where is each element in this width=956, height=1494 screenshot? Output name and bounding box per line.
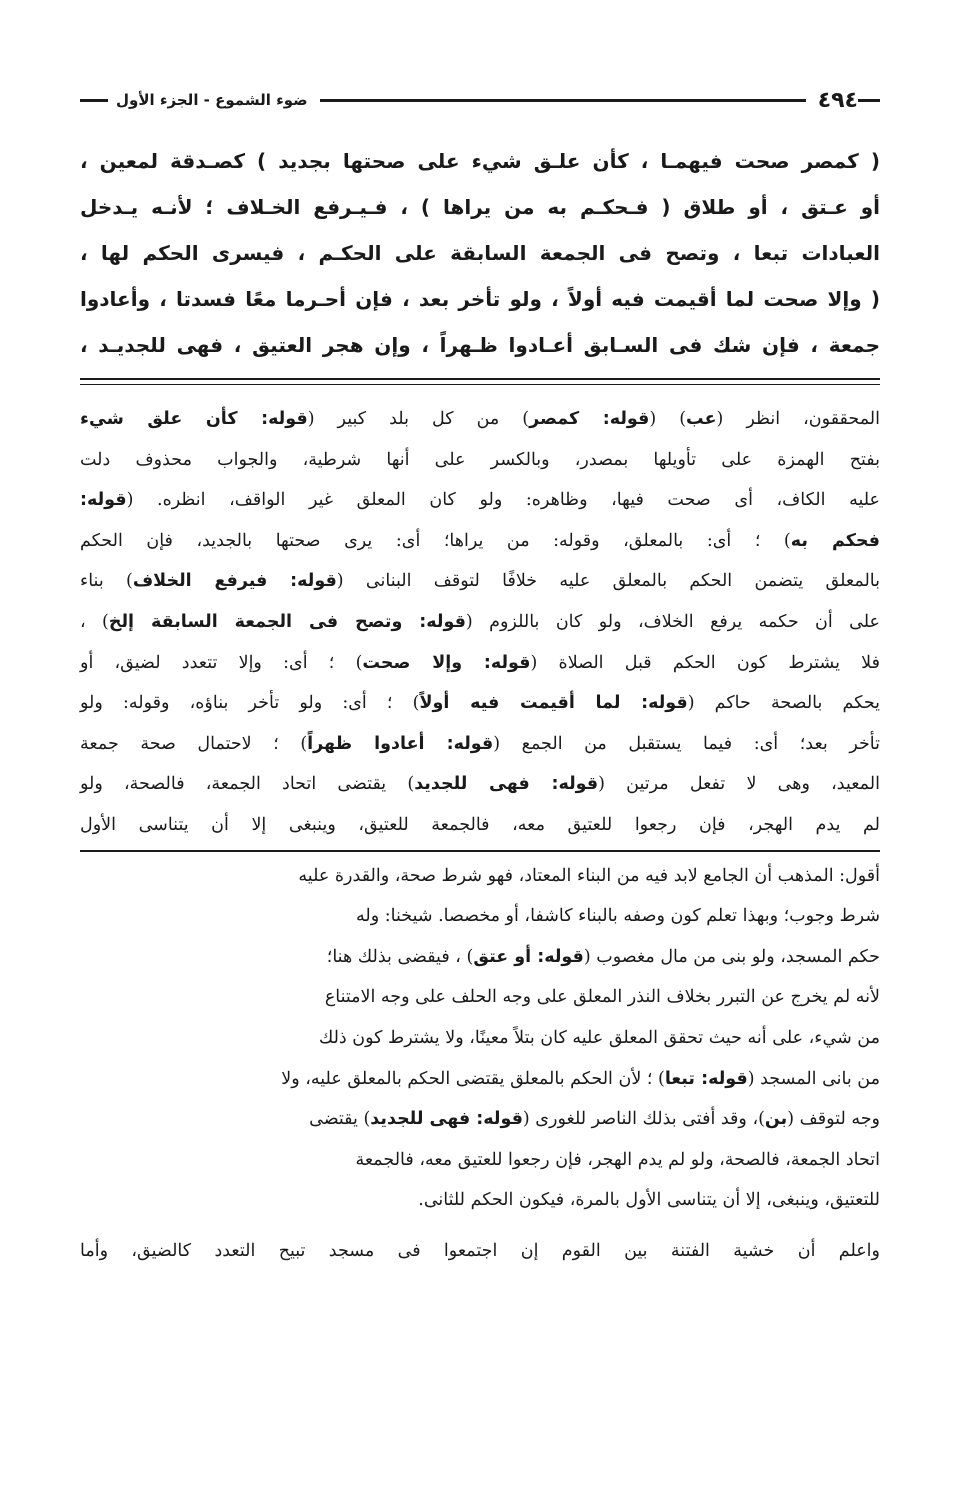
line-text: ) ، <box>80 611 109 632</box>
gloss-line <box>80 896 880 937</box>
commentary-line <box>80 764 880 805</box>
line-text: فلا يشترط كون الحكم قبل الصلاة ( <box>530 652 880 673</box>
quoted-lemma: بن <box>764 1109 788 1130</box>
line-text: لم يدم الهجر، فإن رجعوا للعتيق معه، فالجمعة للعتيق، وينبغى إلا أن يتناسى الأول <box>80 814 880 835</box>
quoted-lemma: عب <box>686 409 717 429</box>
line-text: على أن حكمه يرفع الخلاف، ولو كان باللزوم ( <box>465 611 880 632</box>
page-header <box>80 80 880 120</box>
commentary-block <box>80 399 880 846</box>
commentary-line <box>80 602 880 643</box>
single-separator <box>80 850 880 852</box>
line-text: ) ؛ لاحتمال صحة جمعة <box>80 733 308 754</box>
line-text: من بانى المسجد ( <box>747 1068 880 1089</box>
line-text: ) يقتضى اتحاد الجمعة، فالصحة، ولو <box>80 774 415 795</box>
line-text: شرط وجوب؛ وبهذا تعلم كون وصفه بالبناء كاشفا، أو مخصصا. شيخنا: وله <box>356 906 880 927</box>
quoted-lemma: قوله: أعادوا ظهراً <box>307 733 494 754</box>
main-text-line: ( وإلا صحت لما أقيمت فيه أولاً ، ولو تأخر بعد ، فإن أحـرما معًا فسدتا ، وأعادوا <box>80 287 880 311</box>
line-text: للتعتيق، وينبغى، إلا أن يتناسى الأول بالمرة، فيكون الحكم للثانى. <box>418 1190 880 1211</box>
main-text-line: ( كمصر صحت فيهمـا ، كأن علـق شيء على صحتها بجديد ) كصـدقة لمعين ، <box>80 149 880 173</box>
quoted-lemma: قوله: كأن علق شيء <box>80 409 308 429</box>
main-text-line: أو عـتق ، أو طلاق ( فـحكـم به من يراها ) ، فـيـرفع الخـلاف ؛ لأنـه يـدخل <box>80 195 880 219</box>
header-rule <box>320 99 806 102</box>
quoted-lemma: فحكم به <box>790 530 880 551</box>
line-text: اتحاد الجمعة، فالصحة، ولو لم يدم الهجر، فإن رجعوا للعتيق معه، فالجمعة <box>355 1149 880 1170</box>
commentary-line <box>80 805 880 846</box>
commentary-line <box>80 643 880 684</box>
line-text: ) بناء <box>80 571 133 592</box>
final-line: واعلم أن خشية الفتنة بين القوم إن اجتمعوا فى مسجد تبيح التعدد كالضيق، وأما <box>80 1240 880 1261</box>
quoted-lemma: قوله: <box>80 490 127 511</box>
gloss-line <box>80 1140 880 1181</box>
line-text: يحكم بالصحة حاكم ( <box>687 693 880 714</box>
commentary-line <box>80 440 880 481</box>
gloss-line <box>80 1059 880 1100</box>
line-text: ) يقتضى <box>309 1109 371 1130</box>
quoted-lemma: قوله: فهى للجديد <box>370 1109 523 1130</box>
line-text: ) ؛ أى: بالمعلق، وقوله: من يراها؛ أى: يرى صحتها بالجديد، فإن الحكم <box>80 530 791 551</box>
book-page <box>80 80 880 1420</box>
quoted-lemma: قوله: فهى للجديد <box>414 774 599 795</box>
line-text: المحققون، انظر ( <box>716 409 881 429</box>
header-dash-left <box>80 99 108 102</box>
quoted-lemma: قوله: وإلا صحت <box>362 652 531 673</box>
gloss-block <box>80 856 880 1221</box>
line-text: ) ؛ أى: وإلا تتعدد لضيق، أو <box>80 652 363 673</box>
line-text: المعيد، وهى لا تفعل مرتين ( <box>598 774 880 795</box>
line-text: بفتح الهمزة على تأويلها بمصدر، وبالكسر على أنها شرطية، والجواب محذوف دلت <box>80 449 880 470</box>
quoted-lemma: قوله: وتصح فى الجمعة السابقة إلخ <box>108 611 466 632</box>
line-text: عليه الكاف، أى صحت فيها، وظاهره: ولو كان المعلق غير الواقف، انظره. ( <box>126 490 880 511</box>
gloss-line <box>80 937 880 978</box>
main-text <box>80 138 880 368</box>
line-text: أقول: المذهب أن الجامع لابد فيه من البناء المعتاد، فهو شرط صحة، والقدرة عليه <box>298 865 880 886</box>
quoted-lemma: قوله: لما أقيمت فيه أولاً <box>419 693 688 714</box>
quoted-lemma: قوله: تبعا <box>664 1068 748 1089</box>
main-text-line: العبادات تبعا ، وتصح فى الجمعة السابقة على الحكـم ، فيسرى الحكم لها ، <box>80 241 880 265</box>
line-text: من شيء، على أنه حيث تحقق المعلق عليه كان بتلاً معينًا، ولا يشترط كون ذلك <box>318 1027 880 1048</box>
line-text: بالمعلق يتضمن الحكم بالمعلق عليه خلافًا لتوقف البنانى ( <box>336 571 880 592</box>
header-dash-right <box>858 99 880 102</box>
quoted-lemma: قوله: كمصر <box>529 409 650 429</box>
line-text: تأخر بعد؛ أى: فيما يستقبل من الجمع ( <box>493 733 881 754</box>
commentary-line <box>80 561 880 602</box>
double-separator <box>80 378 880 385</box>
quoted-lemma: قوله: أو عتق <box>473 946 584 967</box>
gloss-line <box>80 1018 880 1059</box>
line-text: ) ، فيقضى بذلك هنا؛ <box>326 946 474 967</box>
commentary-line <box>80 480 880 521</box>
commentary-line <box>80 724 880 765</box>
gloss-line <box>80 977 880 1018</box>
main-text-line: جمعة ، فإن شك فى السـابق أعـادوا ظـهراً ، وإن هجر العتيق ، فهى للجديـد ، <box>80 333 880 357</box>
line-text: حكم المسجد، ولو بنى من مال مغصوب ( <box>583 946 880 967</box>
gloss-line <box>80 1180 880 1221</box>
final-paragraph <box>80 1231 880 1271</box>
commentary-line <box>80 521 880 562</box>
running-title: ضوء الشموع - الجزء الأول <box>116 91 308 109</box>
commentary-line <box>80 683 880 724</box>
line-text: ) من كل بلد كبير ( <box>307 409 530 429</box>
line-text: لأنه لم يخرج عن التبرر بخلاف النذر المعلق على وجه الحلف على وجه الامتناع <box>324 987 880 1008</box>
line-text: )، وقد أفتى بذلك الناصر للغورى ( <box>522 1109 765 1130</box>
page-number: ٤٩٤ <box>817 87 858 113</box>
line-text: ) ؛ أى: ولو تأخر بناؤه، وقوله: ولو <box>80 693 420 714</box>
gloss-line <box>80 856 880 897</box>
quoted-lemma: قوله: فيرفع الخلاف <box>132 571 337 592</box>
line-text: ) ؛ لأن الحكم بالمعلق يقتضى الحكم بالمعلق عليه، ولا <box>281 1068 665 1089</box>
gloss-line <box>80 1099 880 1140</box>
commentary-line <box>80 399 880 440</box>
line-text: ) ( <box>649 409 687 429</box>
line-text: وجه لتوقف ( <box>787 1109 880 1130</box>
